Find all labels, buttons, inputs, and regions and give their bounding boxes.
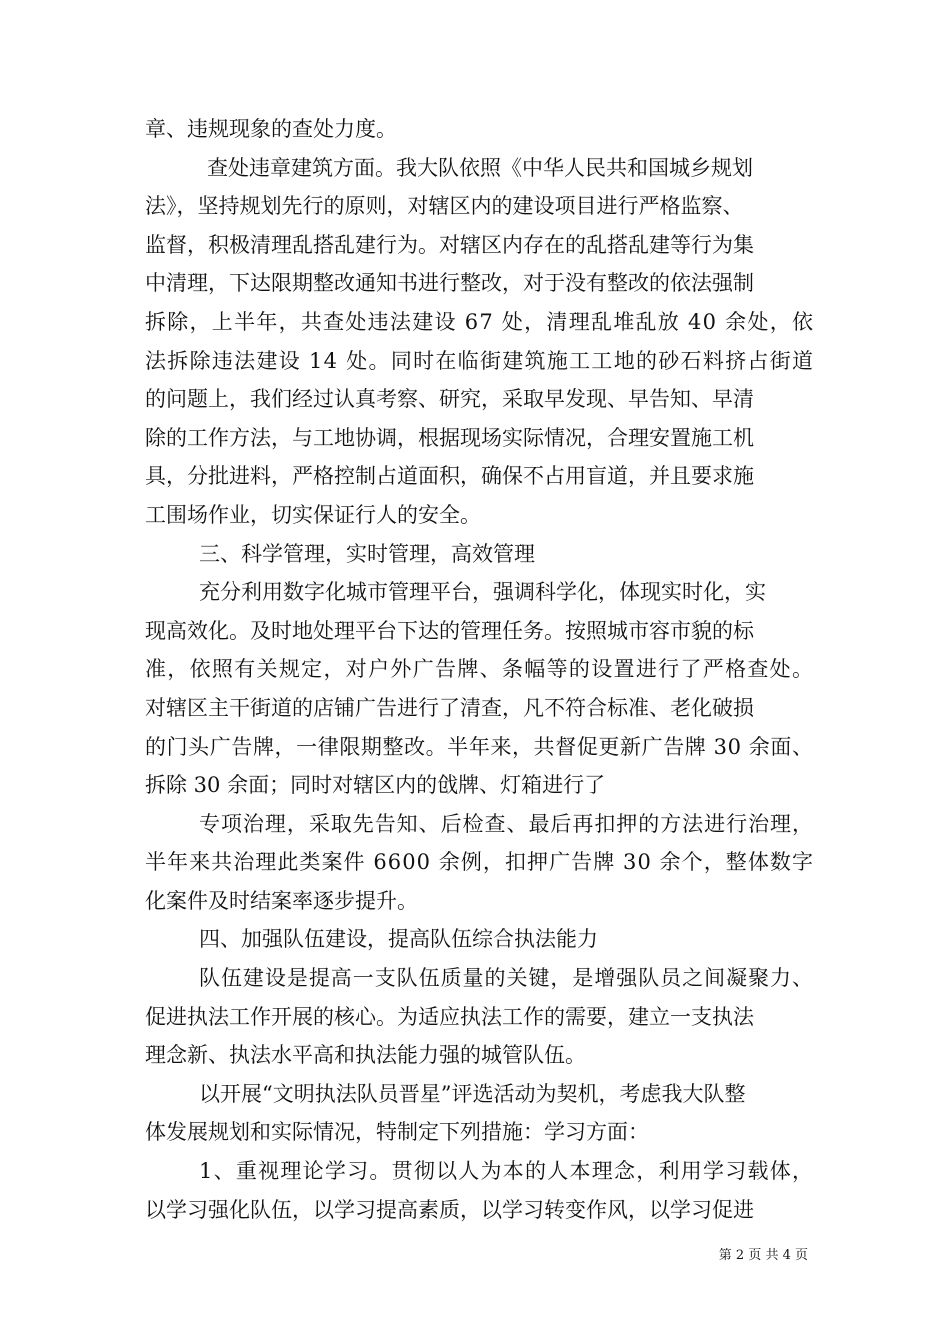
document-body: [145, 110, 813, 1229]
text-line: 准，依照有关规定，对户外广告牌、条幅等的设置进行了严格查处。: [145, 657, 815, 682]
text-line: 三、科学管理，实时管理，高效管理: [199, 541, 535, 566]
text-line: 化案件及时结案率逐步提升。: [145, 888, 418, 913]
text-line: 现高效化。及时地处理平台下达的管理任务。按照城市容市貌的标: [145, 618, 754, 643]
text-line: 中清理，下达限期整改通知书进行整改，对于没有整改的依法强制: [145, 271, 754, 296]
text-line: 工围场作业，切实保证行人的安全。: [145, 502, 481, 527]
text-line: 具，分批进料，严格控制占道面积，确保不占用盲道，并且要求施: [145, 464, 754, 489]
text-line: 理念新、执法水平高和执法能力强的城管队伍。: [145, 1043, 586, 1068]
text-line: 以开展“文明执法队员晋星”评选活动为契机，考虑我大队整: [199, 1081, 746, 1106]
text-line: 促进执法工作开展的核心。为适应执法工作的需要，建立一支执法: [145, 1004, 754, 1029]
text-line: 半年来共治理此类案件 6600 余例，扣押广告牌 30 余个，整体数字: [145, 850, 815, 875]
text-line: 查处违章建筑方面。我大队依照《中华人民共和国城乡规划: [207, 155, 753, 180]
text-line: 法拆除违法建设 14 处。同时在临街建筑施工工地的砂石料挤占街道: [145, 348, 815, 373]
text-line: 体发展规划和实际情况，特制定下列措施：学习方面：: [145, 1120, 649, 1145]
text-line: 监督，积极清理乱搭乱建行为。对辖区内存在的乱搭乱建等行为集: [145, 232, 754, 257]
text-line: 充分利用数字化城市管理平台，强调科学化，体现实时化，实: [199, 580, 766, 605]
text-line: 四、加强队伍建设，提高队伍综合执法能力: [199, 927, 598, 952]
text-line: 的门头广告牌，一律限期整改。半年来，共督促更新广告牌 30 余面、: [145, 734, 814, 759]
text-line: 专项治理，采取先告知、后检查、最后再扣押的方法进行治理，: [199, 811, 814, 836]
text-line: 拆除，上半年，共查处违法建设 67 处，清理乱堆乱放 40 余处，依: [145, 309, 815, 334]
text-line: 队伍建设是提高一支队伍质量的关键，是增强队员之间凝聚力、: [199, 966, 814, 991]
text-line: 1、重视理论学习。贯彻以人为本的人本理念，利用学习载体，: [199, 1159, 815, 1184]
text-line: 章、违规现象的查处力度。: [145, 117, 397, 141]
text-line: 以学习强化队伍，以学习提高素质，以学习转变作风，以学习促进: [145, 1197, 754, 1222]
text-line: 的问题上，我们经过认真考察、研究，采取早发现、早告知、早清: [145, 387, 754, 412]
text-line: 除的工作方法，与工地协调，根据现场实际情况，合理安置施工机: [145, 425, 754, 450]
text-line: 对辖区主干街道的店铺广告进行了清查，凡不符合标准、老化破损: [145, 695, 754, 720]
text-line: 拆除 30 余面；同时对辖区内的戗牌、灯箱进行了: [145, 773, 606, 798]
text-line: 法》，坚持规划先行的原则，对辖区内的建设项目进行严格监察、: [145, 194, 744, 219]
page-number: 第 2 页 共 4 页: [718, 1248, 808, 1263]
